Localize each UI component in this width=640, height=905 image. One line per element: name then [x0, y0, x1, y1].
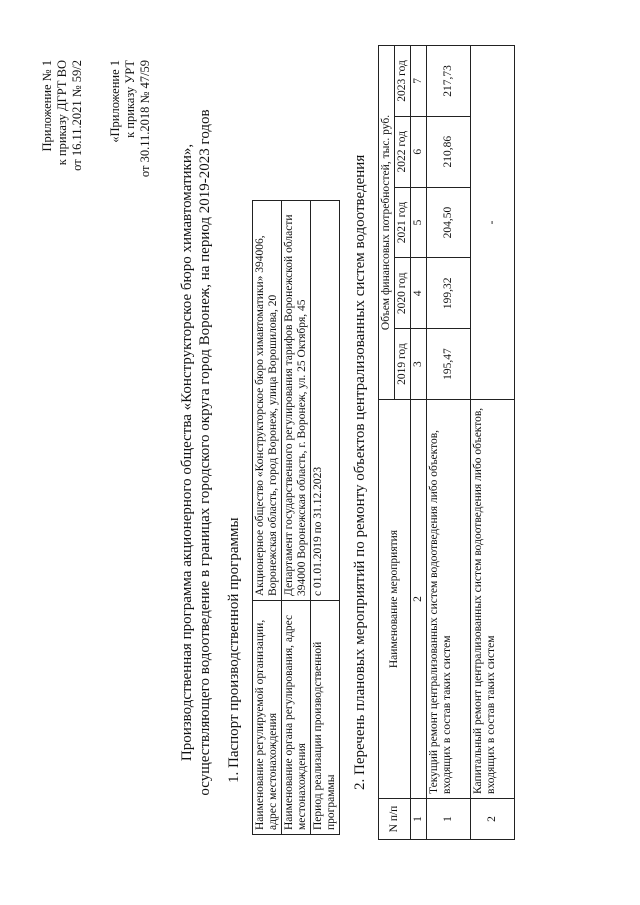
header-year: 2021 год: [395, 187, 411, 258]
index-cell: 1: [411, 799, 427, 840]
passport-label: Период реализации производственной программы: [311, 601, 340, 835]
row-value: 195,47: [427, 329, 471, 400]
row-value: 204,50: [427, 187, 471, 258]
header-year: 2022 год: [395, 116, 411, 187]
row-name: Текущий ремонт централизованных систем водоотведения либо объектов, входящих в состав таких систем: [427, 400, 471, 799]
appendix-1-block: [40, 60, 85, 171]
index-cell: 7: [411, 46, 427, 117]
appendix-1-line2: к приказу ДГРТ ВО: [55, 60, 69, 166]
index-cell: 2: [411, 400, 427, 799]
appendix-2-block: [108, 60, 153, 177]
row-num: 2: [471, 799, 515, 840]
table-row: [311, 201, 340, 835]
table-row: [253, 201, 282, 835]
passport-value: Акционерное общество «Конструкторское бюро химавтоматики» 394006, Воронежская область, город Воронеж, улица Ворошилова, 20: [253, 201, 282, 601]
table-row: [427, 46, 471, 840]
activities-table: [378, 45, 515, 840]
index-cell: 6: [411, 116, 427, 187]
passport-value: Департамент государственного регулирования тарифов Воронежской области 394000 Воронежская область, г. Воронеж, ул. 25 Октября, 45: [282, 201, 311, 601]
row-value: 217,73: [427, 46, 471, 117]
passport-label: Наименование органа регулирования, адрес местонахождения: [282, 601, 311, 835]
index-cell: 5: [411, 187, 427, 258]
header-year: 2019 год: [395, 329, 411, 400]
header-volume: Объем финансовых потребностей, тыс. руб.: [379, 46, 395, 400]
section-2-heading: 2. Перечень плановых мероприятий по ремонту объектов централизованных систем водоотведения: [352, 154, 368, 790]
row-value: 210,86: [427, 116, 471, 187]
table-index-row: [411, 46, 427, 840]
table-row: [471, 46, 515, 840]
appendix-2-line2: к приказу УРТ: [123, 60, 137, 138]
appendix-1-line1: Приложение № 1: [40, 60, 54, 152]
document-title: [178, 0, 214, 905]
table-row: [282, 201, 311, 835]
appendix-2-line3: от 30.11.2018 № 47/59: [138, 60, 152, 178]
section-1-heading: 1. Паспорт производственной программы: [226, 517, 242, 783]
passport-value: с 01.01.2019 по 31.12.2023: [311, 201, 340, 601]
row-num: 1: [427, 799, 471, 840]
title-line1: Производственная программа акционерного общества «Конструкторское бюро химавтоматики»,: [179, 143, 195, 762]
table-header-row: [379, 46, 395, 840]
row-value: 199,32: [427, 258, 471, 329]
appendix-2-line1: «Приложение 1: [108, 60, 122, 143]
header-name: Наименование мероприятия: [379, 400, 411, 799]
header-num: N п/п: [379, 799, 411, 840]
passport-label: Наименование регулируемой организации, адрес местонахождения: [253, 601, 282, 835]
index-cell: 3: [411, 329, 427, 400]
row-value: -: [471, 46, 515, 400]
appendix-1-line3: от 16.11.2021 № 59/2: [70, 60, 84, 171]
row-name: Капитальный ремонт централизованных систем водоотведения либо объектов, входящих в состав таких систем: [471, 400, 515, 799]
index-cell: 4: [411, 258, 427, 329]
passport-table: [252, 200, 340, 835]
header-year: 2023 год: [395, 46, 411, 117]
header-year: 2020 год: [395, 258, 411, 329]
title-line2: осуществляющего водоотведение в границах городского округа город Воронеж, на период 2019-2023 годов: [197, 109, 213, 796]
